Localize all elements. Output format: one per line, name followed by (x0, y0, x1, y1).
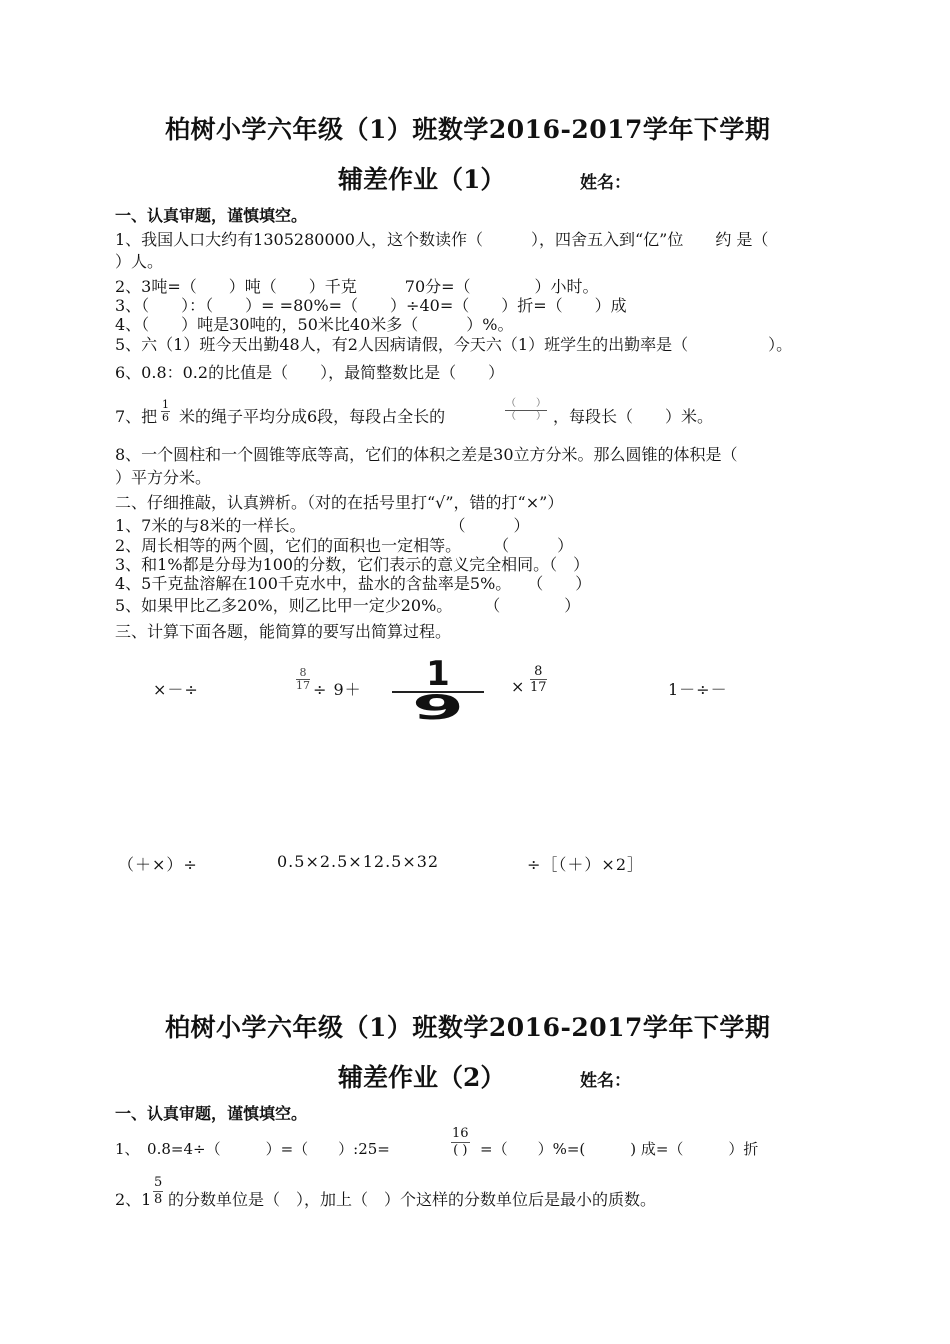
sheet2-subtitle: 辅差作业（2） (338, 1063, 506, 1092)
sheet1-q7-prefix: 7、把 (115, 407, 158, 426)
fraction-denominator: ( ) (453, 1143, 468, 1158)
sheet1-calc-3: 1－÷－ (668, 680, 728, 699)
sheet1-q7-fraction (161, 399, 170, 424)
sheet2-q1-fraction (451, 1126, 470, 1159)
fraction-numerator: （ ） (506, 398, 546, 409)
fraction-numerator: 5 (154, 1175, 163, 1190)
sheet1-q3: 3、（ ）：（ ）= =80%=（ ）÷40=（ ）折=（ ）成 (115, 296, 627, 315)
fraction-numerator: 8 (296, 667, 310, 680)
fraction-numerator: 1 (162, 398, 169, 411)
sheet1-judge-5: 5、如果甲比乙多20%，则乙比甲一定少20%。 （ ） (115, 596, 581, 615)
sheet1-calc-2-times: × (511, 677, 526, 696)
fraction-numerator: 1 (426, 654, 450, 694)
sheet2-q1-suffix: =（ ）%=( ) 成=（ ）折 (480, 1140, 759, 1158)
sheet2-q2-suffix: 的分数单位是（ ），加上（ ）个这样的分数单位后是最小的质数。 (168, 1190, 657, 1209)
fraction-denominator: 17 (296, 679, 310, 692)
sheet2-q2-prefix: 2、1 (115, 1190, 152, 1209)
fraction-numerator: 16 (452, 1126, 469, 1141)
fraction-denominator: （ ） (506, 411, 546, 422)
sheet1-judge-1: 1、7米的与8米的一样长。 （ ） (115, 516, 530, 535)
sheet1-calc-2-big-fraction (392, 654, 484, 728)
fraction-denominator: 17 (530, 680, 547, 695)
sheet2-q1-prefix: 1、 0.8=4÷（ ）=（ ）:25= (115, 1140, 390, 1158)
sheet1-calc-6: ÷［（＋）×2］ (527, 855, 644, 874)
sheet1-calc-5: 0.5×2.5×12.5×32 (277, 852, 440, 871)
sheet1-q4: 4、（ ）吨是30吨的，50米比40米多（ ）%。 (115, 315, 514, 334)
sheet1-q7-middle: 米的绳子平均分成6段，每段占全长的 (179, 407, 446, 426)
sheet1-q5: 5、六（1）班今天出勤48人，有2人因病请假，今天六（1）班学生的出勤率是（ ）。 (115, 335, 793, 354)
fraction-numerator: 8 (530, 664, 547, 680)
sheet1-judge-4: 4、5千克盐溶解在100千克水中，盐水的含盐率是5%。 （ ） (115, 574, 592, 593)
sheet1-title: 柏树小学六年级（1）班数学2016-2017学年下学期 (165, 115, 771, 144)
sheet2-q2-fraction (153, 1175, 163, 1208)
sheet1-section2-heading: 二、仔细推敲，认真辨析。（对的在括号里打“√”，错的打“×”） (115, 493, 564, 512)
sheet1-judge-2: 2、周长相等的两个圆，它们的面积也一定相等。 （ ） (115, 536, 574, 555)
sheet1-q2: 2、3吨=（ ）吨（ ）千克 70分=（ ）小时。 (115, 277, 599, 296)
sheet1-q6: 6、0.8：0.2的比值是（ ），最简整数比是（ ） (115, 363, 505, 382)
sheet1-judge-3: 3、和1%都是分母为100的分数，它们表示的意义完全相同。（ ） (115, 555, 590, 574)
sheet1-calc-1: ×－÷ (153, 680, 199, 699)
sheet1-name-label: 姓名： (580, 173, 631, 193)
sheet1-section1-heading: 一、认真审题，谨慎填空。 (115, 206, 308, 225)
sheet1-q8-line2: ）平方分米。 (115, 468, 212, 487)
sheet1-q7-blank-fraction (505, 398, 547, 423)
fraction-denominator: 8 (154, 1192, 163, 1207)
sheet1-calc-2-fraction-2 (530, 664, 547, 695)
sheet1-q1-line1: 1、我国人口大约有1305280000人，这个数读作（ ），四舍五入到“亿”位 约 是（ (115, 230, 769, 249)
sheet1-section3-heading: 三、计算下面各题，能简算的要写出简算过程。 (115, 622, 452, 641)
fraction-denominator: 9 (411, 688, 465, 728)
sheet1-calc-2-text: ÷ 9＋ (313, 680, 362, 699)
sheet2-name-label: 姓名： (580, 1071, 631, 1091)
sheet1-q8-line1: 8、一个圆柱和一个圆锥等底等高，它们的体积之差是30立方分米。那么圆锥的体积是（ (115, 445, 738, 464)
sheet1-calc-4: （＋×）÷ (118, 855, 198, 874)
sheet2-section1-heading: 一、认真审题，谨慎填空。 (115, 1104, 308, 1123)
sheet1-subtitle: 辅差作业（1） (338, 165, 506, 194)
fraction-denominator: 6 (162, 411, 169, 424)
sheet1-calc-2-fraction (296, 667, 310, 692)
sheet1-q1-line2: ）人。 (115, 252, 164, 271)
sheet2-title: 柏树小学六年级（1）班数学2016-2017学年下学期 (165, 1013, 771, 1042)
sheet1-q7-suffix: ，每段长（ ）米。 (553, 407, 714, 426)
